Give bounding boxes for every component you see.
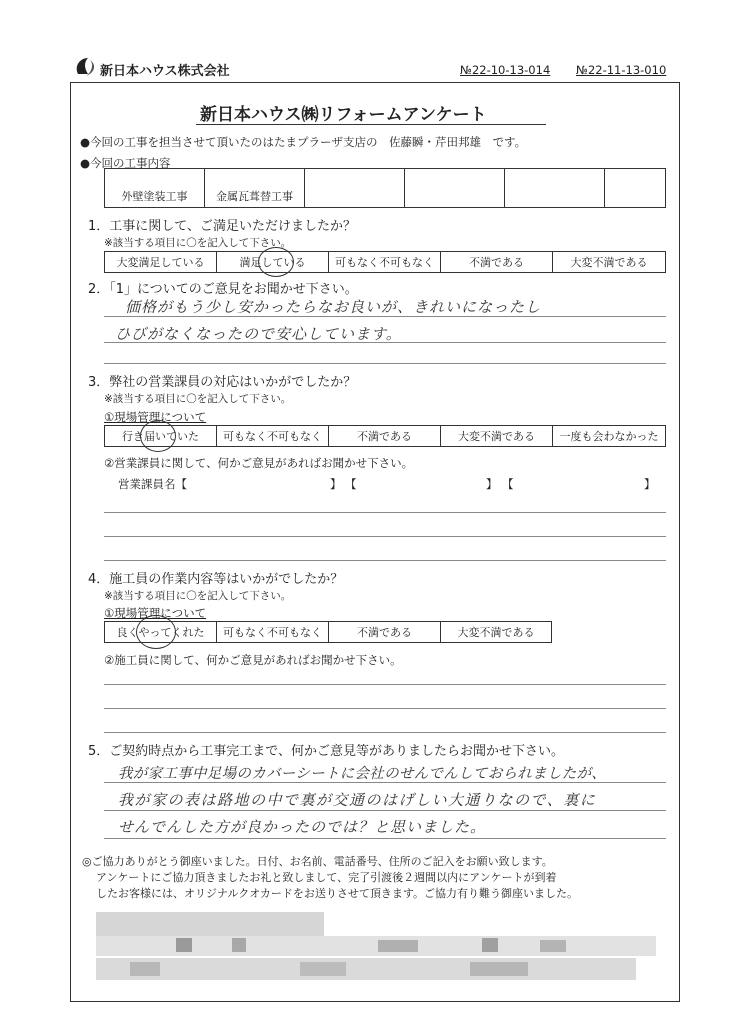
q1-selection-circle	[258, 247, 294, 277]
q5-answer-line-1: 我が家工事中足場のカバーシートに会社のせんでんしておられましたが、	[118, 766, 607, 782]
q2-question: 2．「1」についてのご意見をお聞かせ下さい。	[88, 282, 358, 297]
q4-option[interactable]: 大変不満である	[457, 626, 535, 639]
rule	[104, 316, 666, 317]
redaction-block	[540, 940, 566, 952]
rule	[104, 560, 666, 561]
q4-option[interactable]: 可もなく不可もなく	[217, 622, 329, 642]
q3-option[interactable]: 大変不満である	[441, 426, 553, 446]
rule	[104, 708, 666, 709]
q1-note: ※該当する項目に〇を記入して下さい。	[104, 237, 292, 249]
q3-options	[104, 425, 666, 447]
work-item-cell	[505, 169, 605, 207]
footer-line-2: アンケートにご協力頂きましたお礼と致しまして、完了引渡後２週間以内にアンケートが到着	[96, 871, 557, 884]
redaction-block	[130, 962, 160, 976]
footer-line-3: したお客様には、オリジナルクオカードをお送りさせて頂きます。ご協力有り難う御座いました。	[96, 887, 579, 900]
redaction-block	[482, 938, 498, 952]
q2-answer-line-1: 価格がもう少し安かったらなお良いが、きれいになったし	[125, 298, 542, 316]
q5-answer-line-3: せんでんした方が良かったのでは？と思いました。	[118, 818, 487, 836]
q1-option[interactable]: 大変不満である	[570, 256, 648, 269]
sales-name-label: 営業課員名【	[118, 477, 187, 491]
q3-selection-circle	[140, 420, 176, 452]
q4-note: ※該当する項目に〇を記入して下さい。	[104, 590, 292, 602]
document-number-1: №22-10-13-014	[460, 63, 551, 77]
redaction-block	[176, 938, 192, 952]
q3-note: ※該当する項目に〇を記入して下さい。	[104, 393, 292, 405]
redaction-block	[96, 912, 324, 936]
q4-option-selected[interactable]: 良くやってくれた	[105, 622, 217, 642]
work-heading: ●今回の工事内容	[80, 156, 171, 170]
q3-sub1: ①現場管理について	[104, 410, 207, 424]
company-name: 新日本ハウス株式会社	[100, 64, 230, 79]
q3-option[interactable]: 可もなく不可もなく	[217, 426, 329, 446]
redaction-block	[470, 962, 528, 976]
redaction-block	[96, 958, 636, 980]
q5-question: 5．ご契約時点から工事完工まで、何かご意見等がありましたらお聞かせ下さい。	[88, 744, 565, 759]
bracket-close: 】	[486, 477, 498, 491]
rule	[104, 782, 666, 783]
q3-sub2: ②営業課員に関して、何かご意見があればお聞かせ下さい。	[104, 456, 414, 470]
q1-option-selected[interactable]: 満足している	[217, 252, 329, 272]
q1-option[interactable]: 大変満足している	[105, 252, 217, 272]
work-item-cell	[605, 169, 665, 207]
rule	[104, 732, 666, 733]
redaction-block	[378, 940, 418, 952]
bracket-open: 【	[502, 477, 514, 491]
rule	[104, 363, 666, 364]
q1-option[interactable]: 可もなく不可もなく	[329, 252, 441, 272]
redaction-block	[232, 938, 246, 952]
work-item-cell: 外壁塗装工事	[105, 169, 205, 207]
rule	[104, 536, 666, 537]
q1-option[interactable]: 不満である	[441, 252, 553, 272]
logo-mark-icon	[72, 54, 98, 80]
page-title: 新日本ハウス㈱リフォームアンケート	[200, 105, 487, 125]
bracket-close: 】	[330, 477, 342, 491]
bracket-close: 】	[644, 477, 656, 491]
q3-option-selected[interactable]: 行き届いていた	[105, 426, 217, 446]
rule	[104, 512, 666, 513]
q4-option[interactable]: 不満である	[329, 622, 441, 642]
q3-option[interactable]: 不満である	[329, 426, 441, 446]
q2-answer-line-2: ひびがなくなったので安心しています。	[115, 325, 402, 343]
work-item-cell	[305, 169, 405, 207]
work-items-table	[104, 168, 666, 208]
rule	[104, 684, 666, 685]
q3-option[interactable]: 一度も会わなかった	[559, 430, 659, 443]
rule	[104, 838, 666, 839]
bracket-open: 【	[345, 477, 357, 491]
q1-options	[104, 251, 666, 273]
rule	[104, 342, 666, 343]
q1-question: 1．工事に関して、ご満足いただけましたか？	[88, 219, 357, 234]
q4-sub2: ②施工員に関して、何かご意見があればお聞かせ下さい。	[104, 653, 402, 667]
q3-question: 3．弊社の営業課員の対応はいかがでしたか？	[88, 375, 357, 390]
q4-question: 4．施工員の作業内容等はいかがでしたか？	[88, 572, 344, 587]
redaction-block	[300, 962, 346, 976]
work-item-cell: 金属瓦葺替工事	[205, 169, 305, 207]
work-item-cell	[405, 169, 505, 207]
staff-line: ●今回の工事を担当させて頂いたのはたまプラーザ支店の 佐藤瞬・芹田邦雄 です。	[80, 135, 527, 149]
footer-line-1: ◎ご協力ありがとう御座いました。日付、お名前、電話番号、住所のご記入をお願い致します。	[82, 855, 553, 868]
q4-selection-circle	[136, 615, 176, 649]
company-logo	[72, 54, 98, 80]
rule	[104, 810, 666, 811]
q5-answer-line-2: 我が家の表は路地の中で裏が交通のはげしい大通りなので、裏に	[118, 791, 597, 809]
document-number-2: №22-11-13-010	[576, 63, 667, 77]
title-underline	[196, 124, 546, 125]
q4-sub1: ①現場管理について	[104, 606, 207, 620]
